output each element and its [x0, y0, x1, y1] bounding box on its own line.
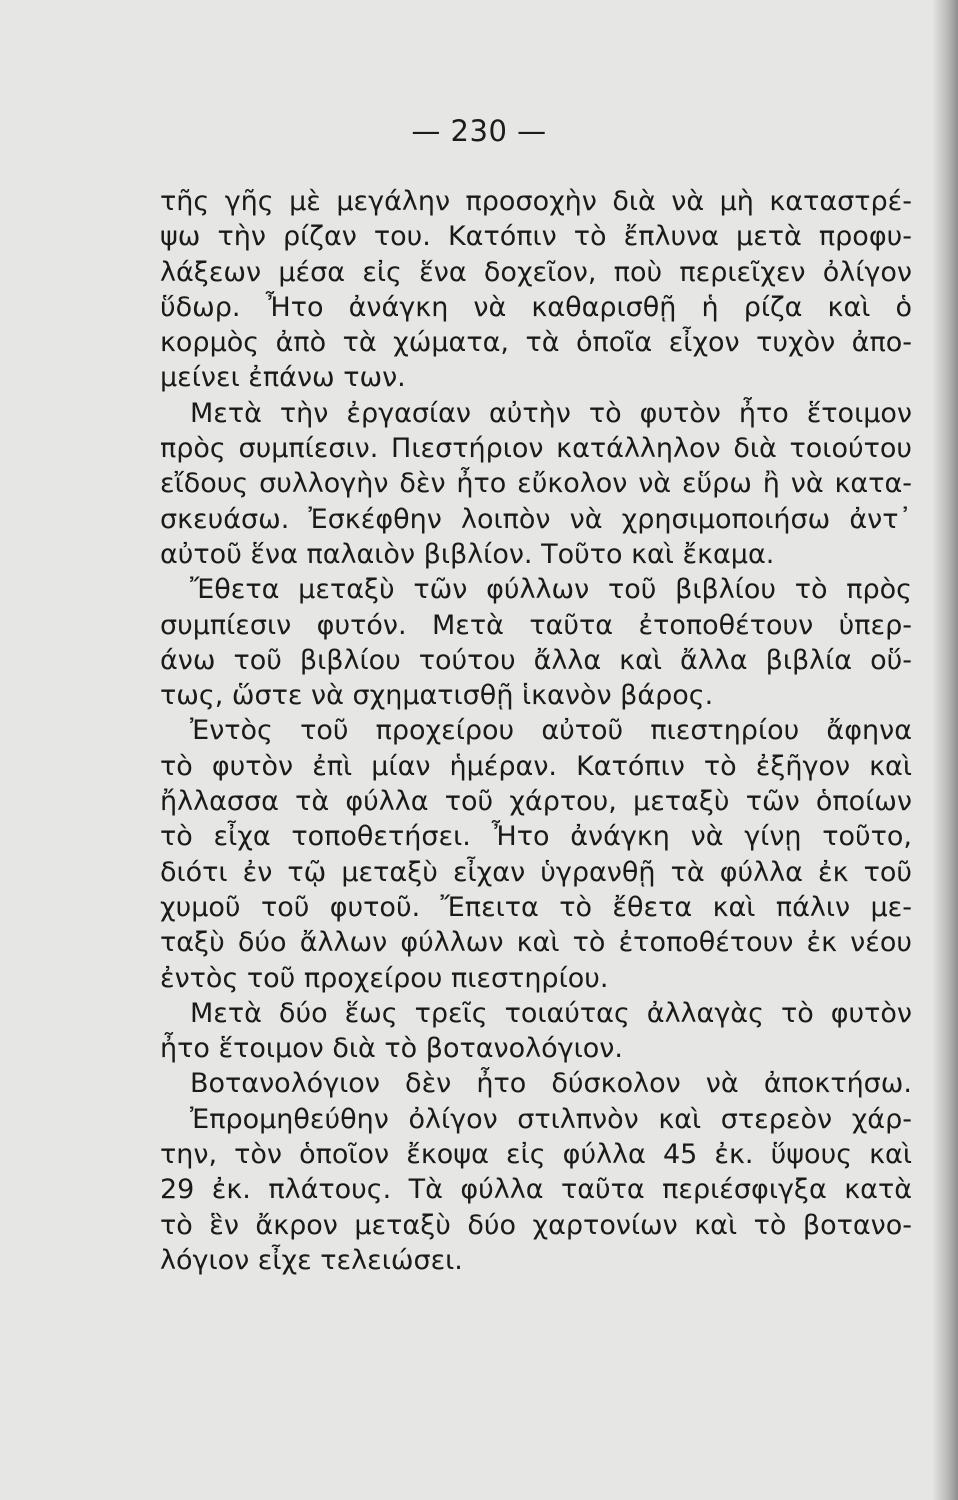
text-line: χυμοῦ τοῦ φυτοῦ. Ἔπειτα τὸ ἔθετα καὶ πάλιν με- — [160, 891, 912, 923]
text-line: άνω τοῦ βιβλίου τούτου ἄλλα καὶ ἄλλα βιβλία οὕ- — [160, 644, 912, 676]
text-line: τὸ εἶχα τοποθετήσει. Ἦτο ἀνάγκη νὰ γίνῃ τοῦτο, — [160, 821, 912, 853]
text-line: τὸ φυτὸν ἐπὶ μίαν ἡμέραν. Κατόπιν τὸ ἐξῆγον καὶ — [160, 750, 912, 782]
text-line: τως, ὥστε νὰ σχηματισθῇ ἱκανὸν βάρος. — [160, 680, 714, 712]
body-text — [160, 184, 912, 1278]
text-line: ταξὺ δύο ἄλλων φύλλων καὶ τὸ ἐτοποθέτουν ἐκ νέου — [160, 927, 912, 959]
text-line: Ἔθετα μεταξὺ τῶν φύλλων τοῦ βιβλίου τὸ πρὸς — [190, 574, 912, 606]
text-line: αὐτοῦ ἕνα παλαιὸν βιβλίον. Τοῦτο καὶ ἔκαμα. — [160, 538, 775, 570]
text-line: ἦτο ἕτοιμον διὰ τὸ βοτανολόγιον. — [160, 1033, 623, 1065]
text-line: ἤλλασσα τὰ φύλλα τοῦ χάρτου, μεταξὺ τῶν ὁποίων — [160, 786, 912, 818]
page-number: — 230 — — [411, 114, 547, 148]
text-line: Ἐπρομηθεύθην ὀλίγον στιλπνὸν καὶ στερεὸν χάρ- — [190, 1103, 912, 1135]
text-line: τῆς γῆς μὲ μεγάλην προσοχὴν διὰ νὰ μὴ καταστρέ- — [160, 186, 912, 217]
text-line: διότι ἐν τῷ μεταξὺ εἶχαν ὑγρανθῇ τὰ φύλλα ἐκ τοῦ — [160, 856, 912, 888]
text-line: συμπίεσιν φυτόν. Μετὰ ταῦτα ἐτοποθέτουν ὑπερ- — [160, 609, 912, 641]
text-line: 29 ἐκ. πλάτους. Τὰ φύλλα ταῦτα περιέσφιγξα κατὰ — [160, 1174, 912, 1206]
text-line: εἴδους συλλογὴν δὲν ἦτο εὔκολον νὰ εὕρω ἢ νὰ κατα- — [160, 468, 912, 500]
text-line: ψω τὴν ρίζαν του. Κατόπιν τὸ ἔπλυνα μετὰ προφυ- — [160, 221, 912, 253]
text-line: κορμὸς ἀπὸ τὰ χώματα, τὰ ὁποῖα εἶχον τυχὸν ἀπο- — [160, 327, 912, 359]
text-line: ἐντὸς τοῦ προχείρου πιεστηρίου. — [160, 962, 609, 994]
text-line: πρὸς συμπίεσιν. Πιεστήριον κατάλληλον διὰ τοιούτου — [160, 433, 912, 465]
text-line: την, τὸν ὁποῖον ἔκοψα εἰς φύλλα 45 ἐκ. ὕψους καὶ — [160, 1139, 912, 1171]
text-line: Μετὰ δύο ἕως τρεῖς τοιαύτας ἀλλαγὰς τὸ φυτὸν — [190, 997, 912, 1029]
text-line: Βοτανολόγιον δὲν ἦτο δύσκολον νὰ ἀποκτήσω. — [190, 1068, 912, 1100]
text-line: λόγιον εἶχε τελειώσει. — [160, 1244, 463, 1276]
text-line: λάξεων μέσα εἰς ἕνα δοχεῖον, ποὺ περιεῖχεν ὀλίγον — [160, 256, 912, 288]
text-line: Μετὰ τὴν ἐργασίαν αὐτὴν τὸ φυτὸν ἦτο ἕτοιμον — [190, 397, 912, 429]
page-edge-shadow — [932, 0, 958, 1500]
text-line: Ἐντὸς τοῦ προχείρου αὐτοῦ πιεστηρίου ἄφηνα — [190, 715, 912, 747]
text-line: ὕδωρ. Ἦτο ἀνάγκη νὰ καθαρισθῇ ἡ ρίζα καὶ ὁ — [160, 291, 912, 323]
text-line: τὸ ἓν ἄκρον μεταξὺ δύο χαρτονίων καὶ τὸ βοτανο- — [160, 1209, 912, 1241]
text-line: μείνει ἐπάνω των. — [160, 362, 406, 394]
text-line: σκευάσω. Ἐσκέφθην λοιπὸν νὰ χρησιμοποιήσω ἀντ᾽ — [160, 503, 912, 535]
